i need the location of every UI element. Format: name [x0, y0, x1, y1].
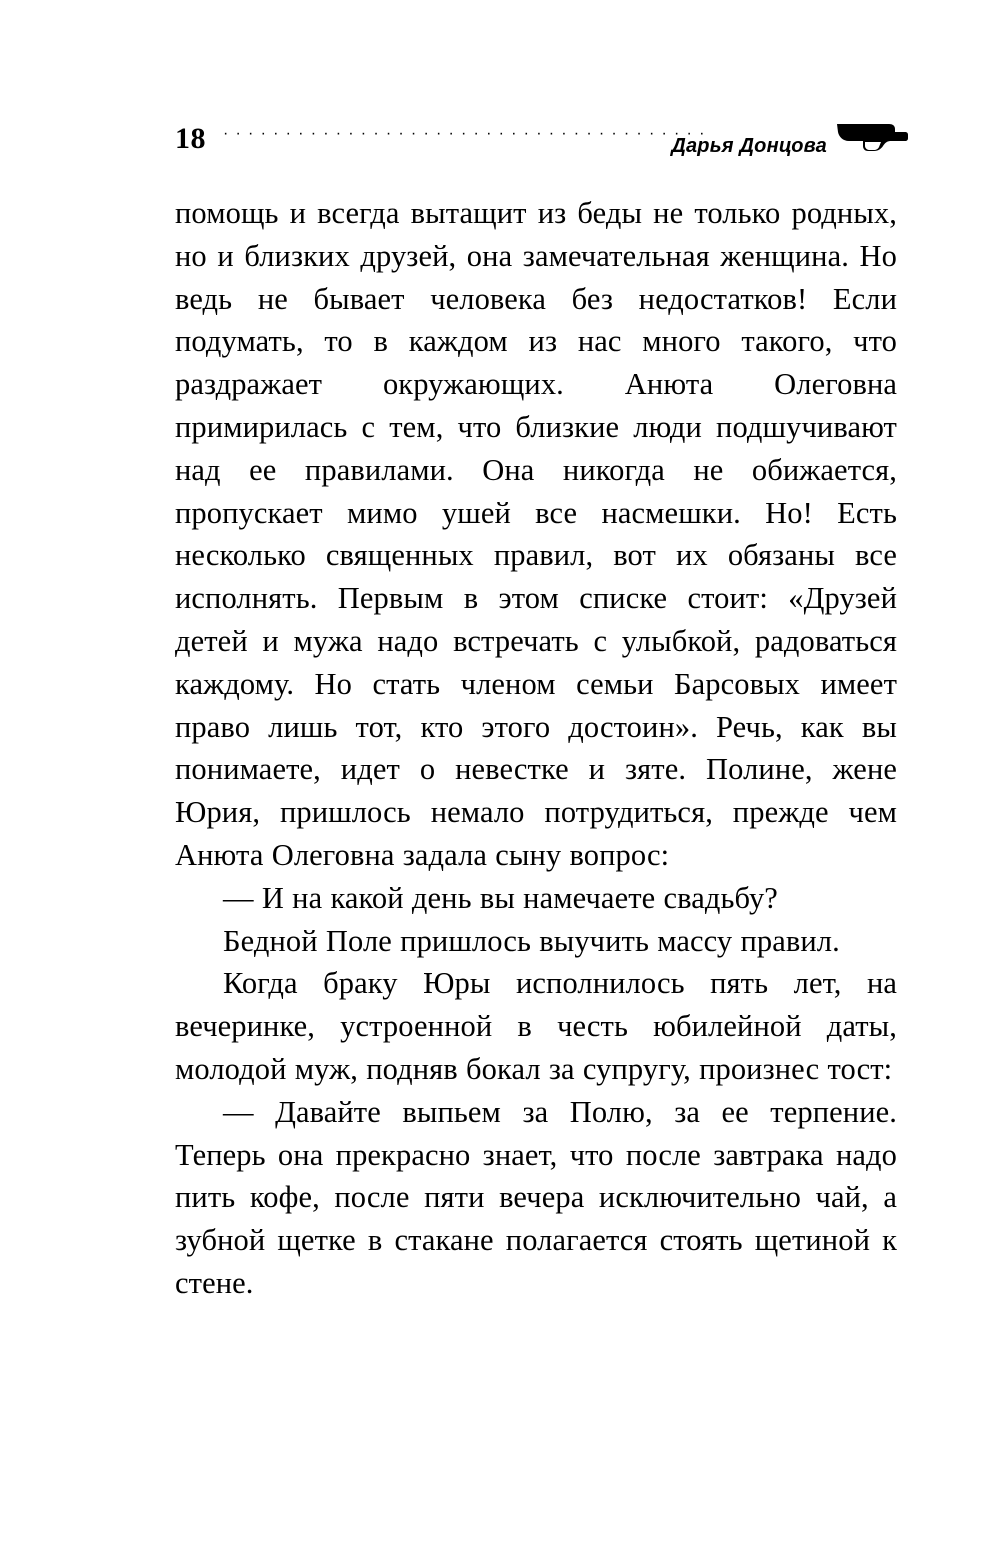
paragraph: — Давайте выпьем за Полю, за ее терпение. Теперь она прекрасно знает, что после завтрака надо пить кофе, после пяти вечера исключительно чай, а зубной щетке в стакане полагается стоять щетиной к стене.: [175, 1094, 897, 1300]
paragraph: Когда браку Юры исполнилось пять лет, на вечеринке, устроенной в честь юбилейной даты, молодой муж, подняв бокал за супругу, произнес тост:: [175, 966, 897, 1086]
page-number: 18: [175, 122, 206, 155]
page-body: [175, 192, 897, 1305]
running-head: [175, 112, 897, 172]
paragraph: Бедной Поле пришлось выучить массу правил.: [223, 923, 840, 958]
paragraph: помощь и всегда вытащит из беды не только родных, но и близких друзей, она замечательная женщина. Но ведь не бывает человека без недостатков! Если подумать, то в каждом из нас много такого, что раздражает окружающих. Анюта Олеговна примирилась с тем, что близкие люди подшучивают над ее правилами. Она никогда не обижается, пропускает мимо ушей все насмешки. Но! Есть несколько священных правил, вот их обязаны все исполнять. Первым в этом списке стоит: «Друзей детей и мужа надо встречать с улыбкой, радоваться каждому. Но стать членом семьи Барсовых имеет право лишь тот, кто этого достоин». Речь, как вы понимаете, идет о невестке и зяте. Полине, жене Юрия, пришлось немало потрудиться, прежде чем Анюта Олеговна задала сыну вопрос:: [175, 196, 897, 872]
author-name: Дарья Донцова: [671, 135, 827, 157]
paragraph: — И на какой день вы намечаете свадьбу?: [223, 880, 778, 915]
dot-leader: ·······································: [223, 128, 712, 140]
pistol-icon: [835, 118, 909, 156]
